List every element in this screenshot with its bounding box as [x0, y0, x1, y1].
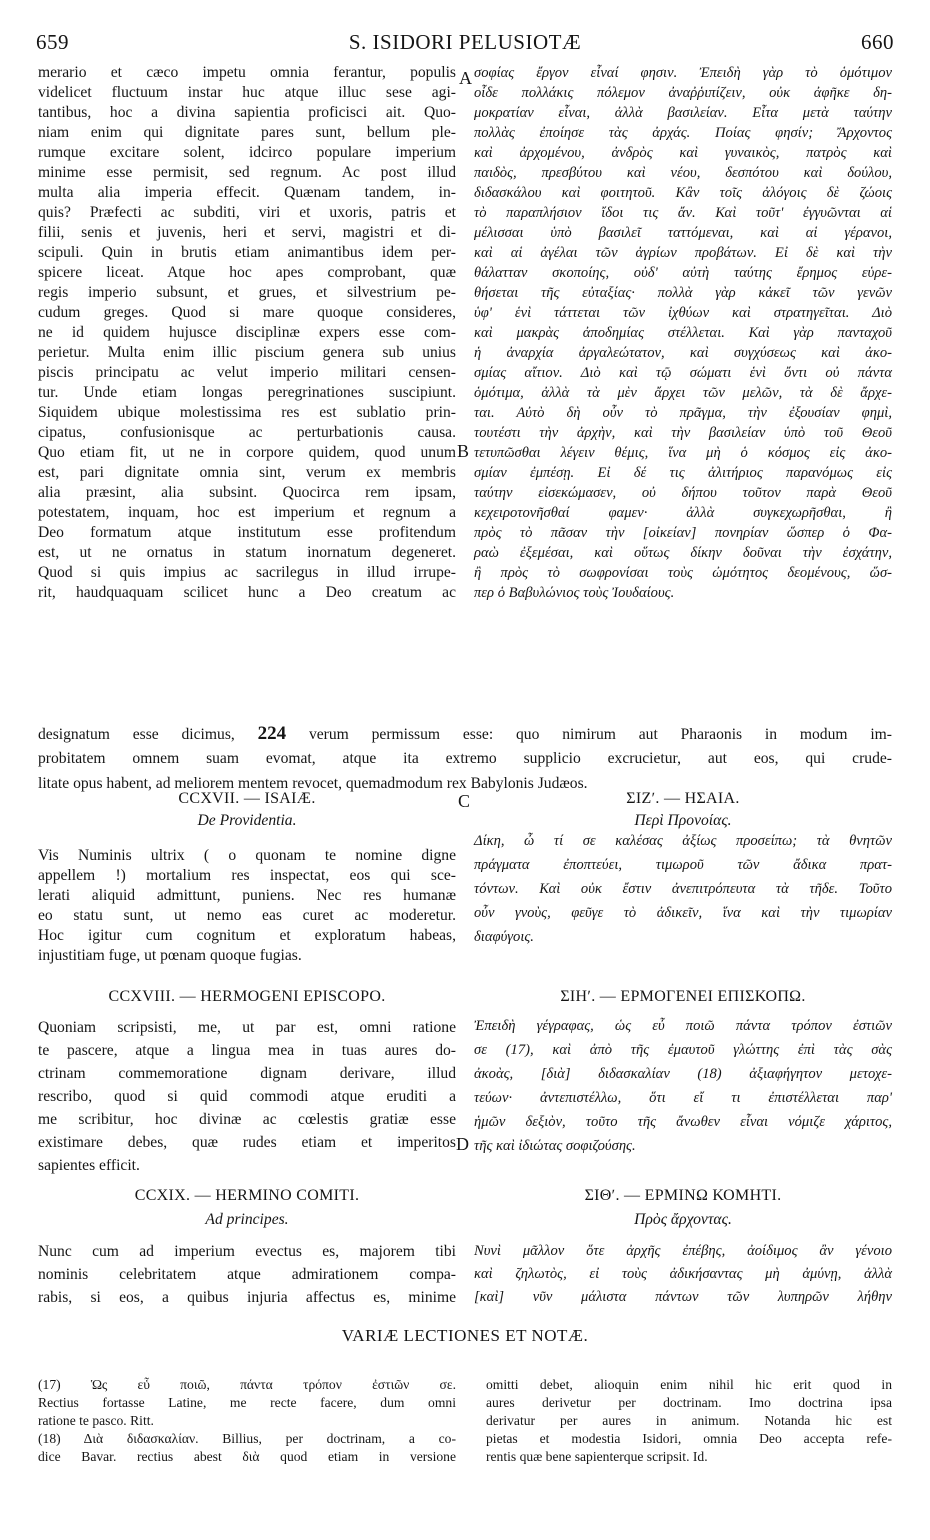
latin-line: scipuli. Quin in brutis etiam animantibus idem per-	[38, 244, 456, 261]
greek-line: πρὸς τὸ πᾶσαν τὴν [οἰκείαν] πονηρίαν ὥσπερ ὁ Φα-	[474, 525, 892, 541]
greek-subheading-217: Περὶ Προνοίας.	[634, 812, 732, 829]
greek-line: ὁμότιμα, ἀλλὰ τὰ μὲν ἄρχει τῶν μελῶν, τὰ δὲ ἄρχε-	[474, 385, 892, 401]
greek-line: διδασκάλου καὶ φοιτητοῦ. Κἂν τοῖς ἀλόγοις δὲ ζώοις	[474, 185, 892, 201]
greek-line: ταύτην εἰσεκώμασεν, οὐ δήπου τοῦτον παρὰ Θεοῦ	[474, 485, 892, 501]
latin-heading-218: CCXVIII. — HERMOGENI EPISCOPO.	[108, 988, 386, 1005]
note-line: ratione te pasco. Ritt.	[38, 1413, 154, 1428]
latin-line: est, ut ne ornatus in statum inornatum degeneret.	[38, 544, 456, 561]
latin-subheading-219: Ad principes.	[205, 1211, 289, 1228]
note-line: omitti debet, alioquin enim nihil hic erit quod in	[486, 1377, 892, 1392]
greek-line: Δίκη, ὦ τί σε καλέσας ἀξίως προσείπω; τὰ θνητῶν	[474, 833, 892, 849]
running-title: S. ISIDORI PELUSIOTÆ	[348, 30, 582, 54]
latin-line: perietur. Multa enim illic piscium genera sub unius	[38, 344, 456, 361]
latin-line: merario et cæco impetu omnia ferantur, populis	[38, 64, 456, 81]
margin-letter-a: A	[459, 68, 472, 88]
full-width-text: designatum esse dicimus,	[38, 725, 235, 743]
greek-line: ἡμῶν δεξιὸν, τοῦτο τῆς ἄνωθεν εἶναι νόμιζε χάριτος,	[474, 1114, 892, 1130]
latin-line: Vis Numinis ultrix ( o quonam te nomine digne	[38, 847, 456, 864]
greek-line: τὸ παραπλήσιον ἴδοι τις ἄν. Καὶ τοῦτ' ἐγγυῶνται αἱ	[474, 205, 892, 221]
full-width-line: probitatem omnem suam evomat, atque ita extremo supplicio excrucietur, aut eos, qui crude-	[38, 749, 892, 767]
latin-line: tur. Unde etiam longas peregrinationes suscipiunt.	[38, 384, 456, 401]
latin-line: existimare debes, quæ rudes etiam et imperitos	[38, 1134, 456, 1151]
note-line: Rectius fortasse Latine, me recte facere, dum omni	[38, 1395, 456, 1410]
latin-subheading-217: De Providentia.	[197, 812, 297, 829]
greek-line: ἢ πρὸς τὸ σωφρονίσαι τοὺς ὠμότητος δεομένους, ὥσ-	[474, 565, 892, 581]
greek-line: κεχειροτονῆσθαί φαμεν· ἀλλὰ συγκεχωρῆσθαι, ἢ	[474, 505, 892, 521]
latin-line: cudum greges. Quod si mare quoque consideres,	[38, 304, 456, 321]
greek-line: διαφύγοις.	[474, 929, 534, 945]
latin-line: piscis principatu ac velut imperio militari censen-	[38, 364, 456, 381]
latin-line: Quod si quis impius ac sacrilegus in illud irrupe-	[38, 564, 456, 581]
latin-line: Hoc igitur cum cognitum et exploratum habeas,	[38, 927, 456, 944]
greek-line: ται. Αὐτὸ δὴ οὖν τὸ πρᾶγμα, τὴν ἐξουσίαν φημὶ,	[474, 405, 892, 421]
running-header	[36, 30, 894, 60]
marginal-number: 224	[257, 722, 287, 744]
greek-line: σμίας αἴτιον. Διὸ καὶ τῷ σώματι ἑνὶ ὄντι οὐ πάντα	[474, 365, 892, 381]
latin-line: filii, senis et juvenis, heri et servi, magistri et di-	[38, 224, 456, 241]
greek-line: οὖν γνοὺς, φεῦγε τὸ ἀδικεῖν, ἵνα καὶ τὴν τιμωρίαν	[474, 905, 892, 921]
greek-line: καὶ μακρὰς ἀποδημίας στέλλεται. Καὶ γὰρ πανταχοῦ	[474, 325, 892, 341]
latin-line: spicere liceat. Atque hoc apes comprobant, quæ	[38, 264, 456, 281]
greek-line: καὶ ἀρχομένου, ἀνδρὸς καὶ γυναικὸς, πατρὸς καὶ	[474, 145, 892, 161]
latin-line: ne id quidem hujusce disciplinæ expers esse com-	[38, 324, 456, 341]
greek-heading-217: ΣΙΖʹ. — ΗΣΑΙΑ.	[626, 790, 740, 807]
greek-subheading-219: Πρὸς ἄρχοντας.	[634, 1211, 732, 1228]
latin-heading-217: CCXVII. — ISAIÆ.	[178, 790, 316, 807]
greek-line: περ ὁ Βαβυλώνιος τοὺς Ἰουδαίους.	[474, 585, 675, 601]
latin-line: Siquidem ubique molestissima res est sublatio prin-	[38, 404, 456, 421]
latin-line: rescribo, quod si quid commodi atque eruditi a	[38, 1088, 456, 1105]
greek-line: μοκρατίαν εἶναι, ἀλλὰ βασιλείαν. Εἶτα μετὰ ταύτην	[474, 105, 892, 121]
greek-line: ἡ ἀναρχία ἀργαλεώτατον, καὶ συγχύσεως καὶ ἀκο-	[474, 345, 892, 361]
latin-line: injustitiam fuge, ut pœnam quoque fugias.	[38, 947, 302, 964]
full-width-text: verum permissum esse: quo nimirum aut Pharaonis in modum im-	[308, 725, 892, 743]
latin-line: lerati aliquid admittunt, puniens. Nec res humanæ	[38, 887, 456, 904]
greek-line: τεύων· ἀντεπιστέλλω, ὅτι εἴ τι ἐπιστέλλεται παρ'	[474, 1090, 892, 1106]
latin-line: rumque excitare solent, idcirco populare imperium	[38, 144, 456, 161]
latin-line: minime esse permisit, sed regnum. Ac post illud	[38, 164, 456, 181]
latin-line: quis? Præfecti ac subditi, viri et uxoris, patris et	[38, 204, 456, 221]
latin-line: Deo formatum atque institutum esse profitendum	[38, 524, 456, 541]
note-line: pietas et modestia Isidori, omnia Deo accepta refe-	[486, 1431, 892, 1446]
full-width-line	[38, 724, 892, 745]
left-page-number: 659	[36, 30, 69, 54]
latin-line: alia præsint, alia subsint. Quocirca rem ipsam,	[38, 484, 456, 501]
latin-line: eo statu sunt, ut nemo eas curet ac moderetur.	[38, 907, 456, 924]
greek-line: σοφίας ἔργον εἶναί φησιν. Ἐπειδὴ γὰρ τὸ ὁμότιμον	[474, 65, 892, 81]
greek-line: Ἐπειδὴ γέγραφας, ὡς εὖ ποιῶ πάντα τρόπον ἐστιῶν	[474, 1018, 892, 1034]
latin-line: appellem !) mortalium res inspectat, eos qui sce-	[38, 867, 456, 884]
latin-line: cipatus, confusionisque ac perturbationis causa.	[38, 424, 456, 441]
greek-line: Νυνὶ μᾶλλον ὅτε ἀρχῆς ἐπέβης, ἀοίδιμος ἂν γένοιο	[474, 1243, 892, 1259]
greek-line: τόντων. Καὶ οὐκ ἔστιν ἀνεπιτρόπευτα τὰ τῆδε. Τοῦτο	[474, 881, 892, 897]
greek-line: θάλατταν σκοποίης, οὐδ' αὐτὴ ταύτης ἔρημος εὑρε-	[474, 265, 892, 281]
note-line: derivatur per aures in animum. Notanda hic est	[486, 1413, 892, 1428]
latin-line: rabis, si eos, a quibus injuria affectus es, minime	[38, 1289, 456, 1306]
greek-line: σε (17), καὶ ἀπὸ τῆς ἐμαυτοῦ γλώττης ἐπὶ τὰς σὰς	[474, 1042, 892, 1058]
greek-line: [καὶ] νῦν μάλιστα πάντων τῶν λυπηρῶν λήθην	[474, 1289, 892, 1305]
greek-line: ὑφ' ἑνὶ τάττεται τῶν ἰχθύων καὶ στρατηγεῖται. Διὸ	[474, 305, 892, 321]
note-line: (18) Διὰ διδασκαλίαν. Billius, per doctrinam, a co-	[38, 1431, 456, 1446]
greek-line: πράγματα ἐποπτεύει, τιμωροῦ τῶν ἄδικα πρατ-	[474, 857, 892, 873]
greek-line: τετυπῶσθαι λέγειν θέμις, ἵνα μὴ ὁ κόσμος εἰς ἀκο-	[474, 445, 892, 461]
greek-line: πολλὰς ἐποίησε τὰς ἀρχάς. Ποίας φησίν; Ἄρχοντος	[474, 125, 892, 141]
greek-line: καὶ αἱ ἀγέλαι τῶν ἀγρίων προβάτων. Εἰ δὲ καὶ τὴν	[474, 245, 892, 261]
right-page-number: 660	[861, 30, 894, 54]
note-line: aures derivetur per doctrinam. Imo doctrina ipsa	[486, 1395, 892, 1410]
latin-line: tantibus, hoc a divina sapientia proficisci ait. Quo-	[38, 104, 456, 121]
latin-line: ctrinam commemoratione dignam derivare, illud	[38, 1065, 456, 1082]
latin-line: me scribitur, hoc divinæ ac cœlestis gratiæ esse	[38, 1111, 456, 1128]
greek-line: θήσεται τῆς εὐταξίας· πολλὰ γὰρ κἀκεῖ τῶν γενῶν	[474, 285, 892, 301]
latin-line: potestatem, inquam, hoc est imperium et regnum a	[38, 504, 456, 521]
latin-line: rit, haudquaquam scilicet hunc a Deo creatum ac	[38, 584, 456, 601]
note-line: (17) Ὡς εὖ ποιῶ, πάντα τρόπον ἐστιῶν σε.	[38, 1377, 456, 1392]
latin-line: Quoniam scripsisti, me, ut par est, omni ratione	[38, 1019, 456, 1036]
greek-line: ραὼ ἐξεμέσαι, καὶ οὕτως δίκην δοῦναι τὴν ἐσχάτην,	[474, 545, 892, 561]
latin-line: Nunc cum ad imperium evectus es, majorem tibi	[38, 1243, 456, 1260]
greek-line: ἀκοὰς, [διὰ] διδασκαλίαν (18) ἀξιαφήγητον μετοχε-	[474, 1066, 892, 1082]
greek-line: μέλισσαι ὑπὸ βασιλεῖ ταττόμεναι, καὶ αἱ γέρανοι,	[474, 225, 892, 241]
latin-heading-219: CCXIX. — HERMINO COMITI.	[134, 1187, 360, 1204]
greek-heading-219: ΣΙΘʹ. — ΕΡΜΙΝΩ ΚΟΜΗΤΙ.	[584, 1187, 782, 1204]
greek-line: καὶ ζηλωτὸς, εἰ τοὺς ἀδικήσαντας μὴ ἀμύνῃ, ἀλλὰ	[474, 1266, 892, 1282]
latin-line: te pascere, atque a lingua mea in tuas aures do-	[38, 1042, 456, 1059]
latin-line: sapientes efficit.	[38, 1157, 140, 1174]
greek-line: παιδὸς, πρεσβύτου καὶ νέου, δεσπότου καὶ δούλου,	[474, 165, 892, 181]
latin-line: Quo etiam fit, ut ne in corpore quidem, quod unum	[38, 444, 456, 461]
latin-line: niam enim qui dignitate pares sunt, bellum ple-	[38, 124, 456, 141]
latin-line: videlicet fluctuum instar huc atque illuc sese agi-	[38, 84, 456, 101]
note-line: dice Bavar. rectius abest διὰ quod etiam in versione	[38, 1449, 456, 1464]
greek-line: σμίαν ἐμπέσῃ. Εἰ δέ τις ἀλιτήριος παρανόμως εἰς	[474, 465, 892, 481]
margin-letter-d: D	[456, 1134, 469, 1154]
latin-line: regis imperio subsunt, et grues, et silvestrium pe-	[38, 284, 456, 301]
latin-line: nominis celebritatem atque admirationem compa-	[38, 1266, 456, 1283]
latin-line: est, pari dignitate omnia sint, verum ex membris	[38, 464, 456, 481]
full-width-line: litate opus habent, ad meliorem mentem revocet, quemadmodum rex Babylonis Judæos.	[38, 774, 588, 792]
latin-line: multa alia imperia effecit. Quænam tandem, in-	[38, 184, 456, 201]
margin-letter-c: C	[458, 791, 471, 811]
greek-line: οἶδε πολλάκις πόλεμον ἀναῤῥιπίζειν, οὐκ ἀφῆκε δη-	[474, 85, 892, 101]
notes-heading: VARIÆ LECTIONES ET NOTÆ.	[341, 1326, 589, 1345]
greek-line: τουτέστι τὴν ἀρχὴν, καὶ τὴν βασιλείαν ὑπὸ τοῦ Θεοῦ	[474, 425, 892, 441]
greek-line: τῆς καὶ ἰδιώτας σοφιζούσης.	[474, 1138, 636, 1154]
note-line: rentis quæ bene sapienterque scripsit. Id.	[486, 1449, 708, 1464]
margin-letter-b: B	[457, 441, 470, 461]
greek-heading-218: ΣΙΗʹ. — ΕΡΜΟΓΕΝΕΙ ΕΠΙΣΚΟΠΩ.	[560, 988, 806, 1005]
